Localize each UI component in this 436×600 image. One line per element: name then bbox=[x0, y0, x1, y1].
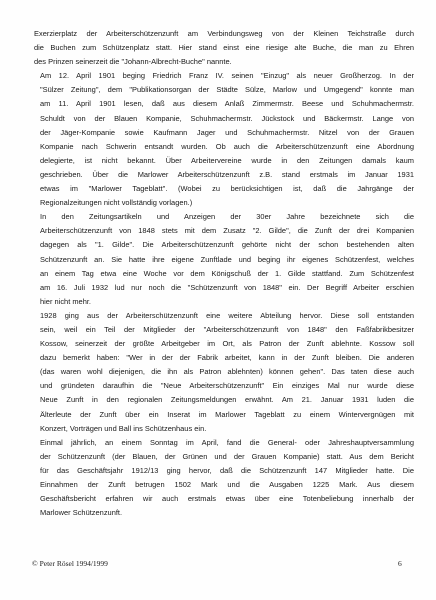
text-line: sein, weil ein Teil der Mitglieder der "Arbeiterschützenzunft von 1848" den Faßfabrikbesitzer bbox=[40, 324, 414, 334]
text-line: am 11. April 1901 lesen, daß aus diesem Anlaß Zimmermstr. Beese und Schuhmachermstr. bbox=[40, 99, 414, 109]
text-line: Älterleute der Zunft über ein Inserat im Marlower Tageblatt zu einem Wintervergnügen mit bbox=[40, 409, 414, 419]
paragraph bbox=[34, 436, 414, 521]
text-line: dagegen als "1. Gilde". Die Arbeiterschützenzunft gehörte nicht der schon bestehenden alten bbox=[40, 240, 414, 250]
text-line: Einnahmen der Zunft betrugen 1502 Mark und die Ausgaben 1225 Mark. Aus diesem bbox=[40, 480, 414, 489]
text-line: Schuldt von der Blauen Kompanie, Schuhmachermstr. Jückstock und Bäckermstr. Lange von bbox=[40, 113, 414, 123]
paragraph bbox=[34, 210, 414, 309]
text-line: hier nicht mehr. bbox=[40, 296, 92, 306]
text-line: und gründeten daraufhin die "Neue Arbeiterschützenzunft" Ein einziges Mal nur wurde diese bbox=[40, 381, 414, 391]
text-line: Exerzierplatz der Arbeiterschützenzunft am Verbindungsweg von der Kleinen Teichstraße durch bbox=[34, 29, 414, 38]
text-line: Schützenzunft an. Sie hatte ihre eigene Zunftlade und beging ihr eigenes Schützenfest, welches bbox=[40, 254, 414, 264]
text-line: die Buchen zum Schützenplatz statt. Hier stand einst eine riesige alte Buche, die man zu Ehren bbox=[34, 43, 414, 53]
text-line: etwas im "Marlower Tageblatt". (Wobei zu berücksichtigen ist, daß die Jahrgänge der bbox=[40, 184, 414, 194]
text-line: dazu bemerkt haben: "Wer in der der Fabrik arbeitet, kann in der Zunft bleiben. Die anderen bbox=[40, 353, 414, 363]
text-line: Kossow, seinerzeit der größte Arbeitgeber im Ort, als Patron der Zunft ablehnte. Kossow soll bbox=[40, 339, 414, 349]
copyright-notice: © Peter Rösel 1994/1999 bbox=[32, 559, 108, 568]
text-line: an einem Tag etwa eine Woche vor dem Königschuß der 1. Gilde stattfand. Zum Schützenfest bbox=[40, 268, 414, 278]
text-line: des Prinzen seinerzeit die "Johann-Albrecht-Buche" nannte. bbox=[34, 57, 232, 67]
text-line: Marlower Schützenzunft. bbox=[40, 508, 123, 518]
text-line: Geschäftsbericht erfahren wir auch erstmals etwas über eine Totenbeliebung innerhalb der bbox=[40, 494, 414, 504]
text-line: Arbeiterschützenzunft von 1848 stets mit dem Zusatz "2. Gilde", die Zunft der drei Kompanien bbox=[40, 226, 414, 236]
text-line: für das Geschäftsjahr 1912/13 ging hervor, daß die Schützenzunft 147 Mitglieder hatte. Die bbox=[40, 465, 414, 475]
paragraph bbox=[34, 69, 414, 210]
text-line: Neue Zunft in den regionalen Zeitungsmeldungen erwähnt. Am 21. Januar 1931 luden die bbox=[40, 395, 414, 405]
text-line: 1928 ging aus der Arbeiterschützenzunft eine weitere Abteilung hervor. Diese soll entstanden bbox=[40, 310, 414, 320]
text-line: (das waren wohl diejenigen, die ihn als Patron ablehnten) können gehen". Das taten diese auch bbox=[40, 367, 414, 377]
text-line: delegierte, ist nicht bekannt. Über Arbeitervereine wurde in den Zeitungen damals kaum bbox=[40, 155, 414, 165]
document-body bbox=[34, 27, 414, 520]
text-line: der Jäger-Kompanie sowie Kaufmann Jager und Schuhmachermstr. Nitzel von der Grauen bbox=[40, 127, 414, 137]
text-line: Konzert, Vorträgen und Ball ins Schützenhaus ein. bbox=[40, 423, 207, 433]
text-line: Kompanie nach Schwerin entsandt wurden. Ob auch die Arbeiterschützenzunft eine Abordnung bbox=[40, 141, 414, 151]
paragraph bbox=[34, 309, 414, 436]
text-line: am 16. Juli 1932 lud nur noch die "Schützenzunft von 1848" ein. Der Begriff Arbeiter erschien bbox=[40, 282, 414, 292]
text-line: Einmal jährlich, an einem Sonntag im April, fand die General- oder Jahreshauptversammlung bbox=[40, 437, 414, 447]
text-line: geschrieben. Über die Marlower Arbeiterschützenzunft z.B. stand erstmals im Januar 1931 bbox=[40, 169, 414, 179]
text-line: In den Zeitungsartikeln und Anzeigen der 30er Jahre bezeichnete sich die bbox=[40, 212, 414, 222]
page-footer bbox=[0, 559, 436, 573]
text-line: der Schützenzunft (der Blauen, der Grünen und der Grauen Kompanie) statt. Aus dem Bericht bbox=[40, 451, 414, 461]
paragraph bbox=[34, 27, 414, 69]
page-number: 6 bbox=[398, 559, 402, 568]
text-line: "Sülzer Zeitung", dem "Publikationsorgan der Städte Sülze, Marlow und Umgegend" konnte man bbox=[40, 85, 414, 95]
text-line: Regionalzeitungen nicht vollständig vorlagen.) bbox=[40, 198, 193, 208]
text-line: Am 12. April 1901 beging Friedrich Franz IV. seinen "Einzug" als neuer Großherzog. In der bbox=[40, 71, 414, 81]
